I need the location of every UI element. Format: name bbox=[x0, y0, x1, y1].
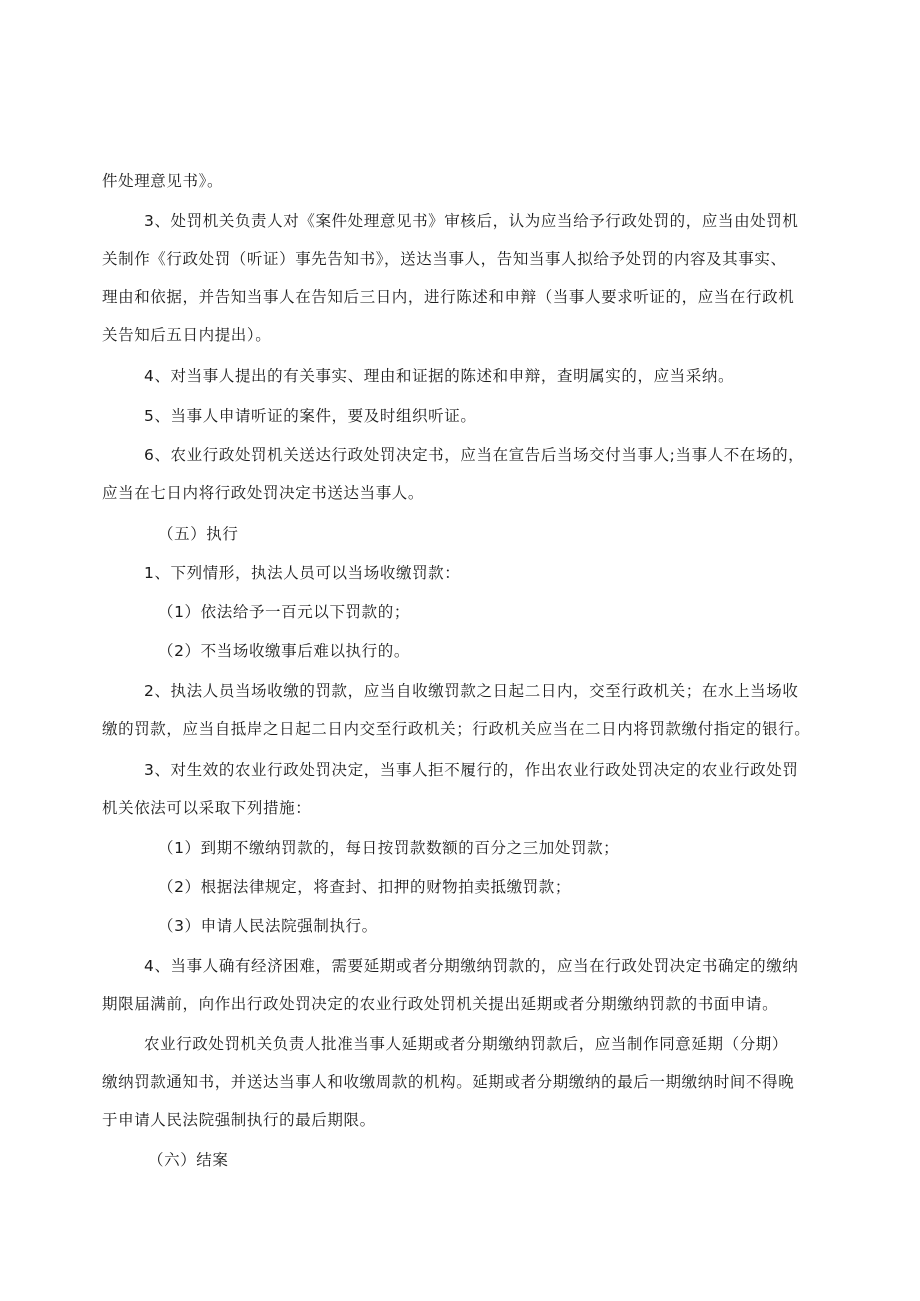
text-line: 件处理意见书》。 bbox=[102, 172, 224, 190]
text-line: 4、当事人确有经济困难，需要延期或者分期缴纳罚款的，应当在行政处罚决定书确定的缴纳 bbox=[144, 957, 799, 975]
text-line: 1、下列情形，执法人员可以当场收缴罚款： bbox=[144, 564, 461, 582]
text-line: 3、对生效的农业行政处罚决定，当事人拒不履行的，作出农业行政处罚决定的农业行政处罚 bbox=[144, 761, 799, 779]
text-line: 3、处罚机关负责人对《案件处理意见书》审核后，认为应当给予行政处罚的，应当由处罚机 bbox=[144, 212, 799, 230]
list-item: （1）到期不缴纳罚款的，每日按罚款数额的百分之三加处罚款； bbox=[158, 839, 620, 857]
text-line: 理由和依据，并告知当事人在告知后三日内，进行陈述和申辩（当事人要求听证的，应当在行政机 bbox=[102, 288, 795, 306]
text-line: 于申请人民法院强制执行的最后期限。 bbox=[102, 1111, 376, 1129]
text-line: 5、当事人申请听证的案件，要及时组织听证。 bbox=[144, 407, 477, 425]
list-item: （2）不当场收缴事后难以执行的。 bbox=[158, 642, 410, 660]
text-line: 期限届满前，向作出行政处罚决定的农业行政处罚机关提出延期或者分期缴纳罚款的书面申请。 bbox=[102, 995, 779, 1013]
text-line: 4、对当事人提出的有关事实、理由和证据的陈述和申辩，查明属实的，应当采纳。 bbox=[144, 367, 735, 385]
text-line: 关制作《行政处罚（听证）事先告知书》，送达当事人，告知当事人拟给予处罚的内容及其事实、 bbox=[102, 250, 787, 268]
text-line: 缴的罚款，应当自抵岸之日起二日内交至行政机关；行政机关应当在二日内将罚款缴付指定的银行。 bbox=[102, 720, 811, 738]
section-heading: （五）执行 bbox=[158, 525, 239, 543]
text-line: 应当在七日内将行政处罚决定书送达当事人。 bbox=[102, 484, 425, 502]
section-heading: （六）结案 bbox=[148, 1151, 229, 1169]
text-line: 6、农业行政处罚机关送达行政处罚决定书，应当在宣告后当场交付当事人;当事人不在场的， bbox=[144, 446, 805, 464]
text-line: 2、执法人员当场收缴的罚款，应当自收缴罚款之日起二日内，交至行政机关；在水上当场收 bbox=[144, 682, 799, 700]
list-item: （1）依法给予一百元以下罚款的； bbox=[158, 603, 410, 621]
text-line: 农业行政处罚机关负责人批准当事人延期或者分期缴纳罚款后，应当制作同意延期（分期） bbox=[144, 1035, 789, 1053]
text-line: 机关依法可以采取下列措施： bbox=[102, 799, 312, 817]
list-item: （2）根据法律规定，将查封、扣押的财物拍卖抵缴罚款； bbox=[158, 878, 571, 896]
text-line: 关告知后五日内提出）。 bbox=[102, 326, 272, 344]
text-line: 缴纳罚款通知书，并送达当事人和收缴周款的机构。延期或者分期缴纳的最后一期缴纳时间不得晚 bbox=[102, 1073, 795, 1091]
list-item: （3）申请人民法院强制执行。 bbox=[158, 917, 378, 935]
